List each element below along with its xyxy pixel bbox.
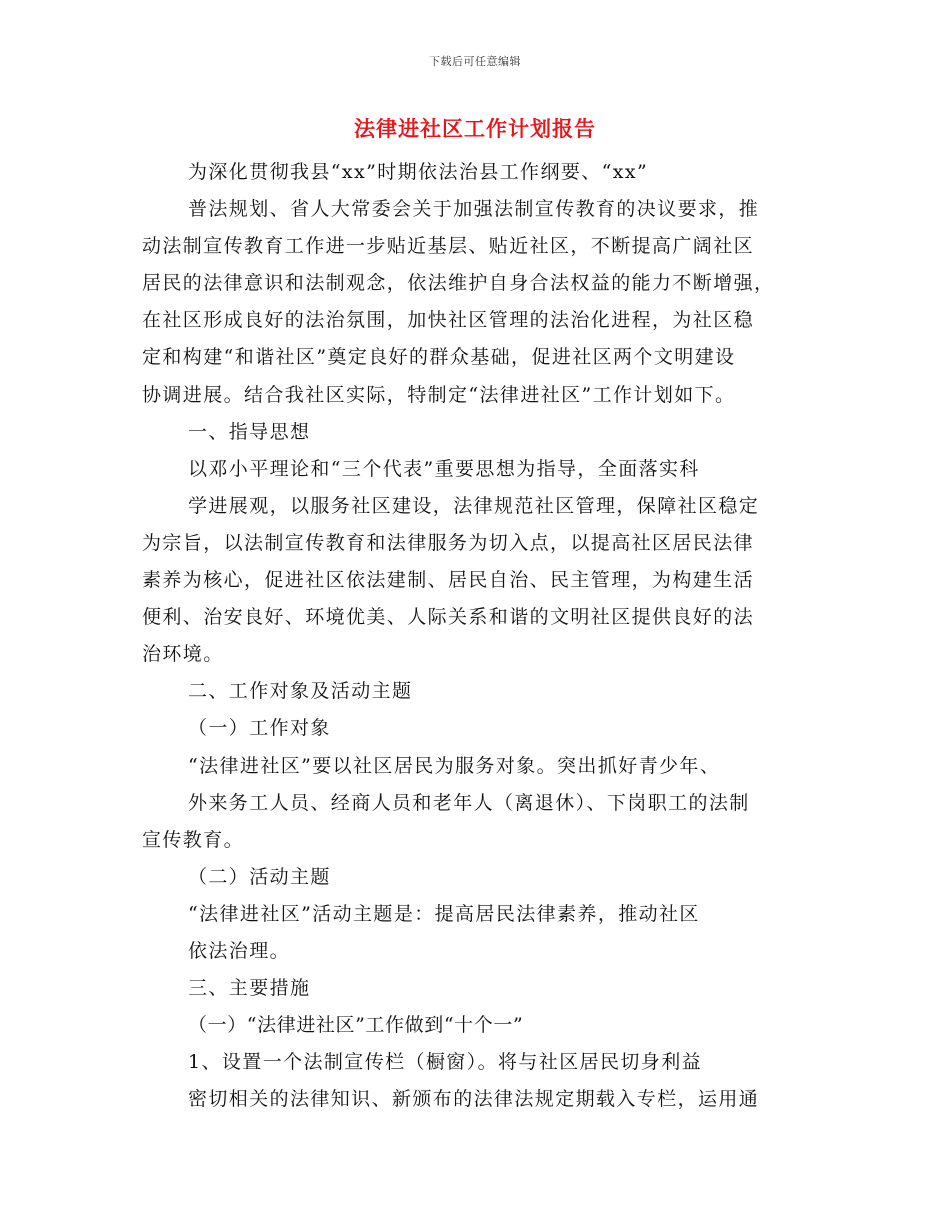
subsection-heading: （一）“法律进社区”工作做到“十个一” — [188, 1014, 524, 1037]
subsection-heading: （一）工作对象 — [188, 717, 331, 740]
document-title: 法律进社区工作计划报告 — [354, 116, 596, 141]
body-line: 密切相关的法律知识、新颁布的法律法规定期载入专栏，运用通 — [188, 1088, 760, 1111]
body-line: 居民的法律意识和法制观念，依法维护自身合法权益的能力不断增强， — [142, 272, 775, 295]
section-heading: 二、工作对象及活动主题 — [188, 680, 413, 703]
body-line: 以邓小平理论和“三个代表”重要思想为指导，全面落实科 — [188, 457, 700, 480]
body-line: 在社区形成良好的法治氛围，加快社区管理的法治化进程，为社区稳 — [142, 309, 755, 332]
body-line: 治环境。 — [142, 643, 224, 666]
body-line: 1、设置一个法制宣传栏（橱窗）。将与社区居民切身利益 — [188, 1051, 702, 1074]
body-line: 素养为核心，促进社区依法建制、居民自治、民主管理，为构建生活 — [142, 569, 755, 592]
body-line: 普法规划、省人大常委会关于加强法制宣传教育的决议要求，推 — [188, 198, 760, 221]
body-line: 定和构建“和谐社区”奠定良好的群众基础，促进社区两个文明建设 — [142, 346, 736, 369]
body-line: 动法制宣传教育工作进一步贴近基层、贴近社区，不断提高广阔社区 — [142, 235, 755, 258]
subsection-heading: （二）活动主题 — [188, 865, 331, 888]
document-body — [142, 154, 807, 1118]
body-line: 协调进展。结合我社区实际，特制定“法律进社区”工作计划如下。 — [142, 383, 736, 406]
body-line: “法律进社区”活动主题是：提高居民法律素养，推动社区 — [188, 902, 700, 925]
body-line: 为深化贯彻我县“xx”时期依法治县工作纲要、“xx” — [188, 161, 649, 183]
body-line: 便利、治安良好、环境优美、人际关系和谐的文明社区提供良好的法 — [142, 606, 755, 629]
body-line: 外来务工人员、经商人员和老年人（离退休）、下岗职工的法制 — [188, 791, 750, 814]
body-line: “法律进社区”要以社区居民为服务对象。突出抓好青少年、 — [188, 754, 721, 777]
body-line: 依法治理。 — [188, 939, 291, 962]
body-line: 学进展观，以服务社区建设，法律规范社区管理，保障社区稳定 — [188, 494, 760, 517]
section-heading: 一、指导思想 — [188, 420, 311, 443]
header-note: 下载后可任意编辑 — [429, 55, 521, 68]
section-heading: 三、主要措施 — [188, 977, 311, 1000]
body-line: 宣传教育。 — [142, 828, 245, 851]
body-line: 为宗旨，以法制宣传教育和法律服务为切入点，以提高社区居民法律 — [142, 531, 755, 554]
